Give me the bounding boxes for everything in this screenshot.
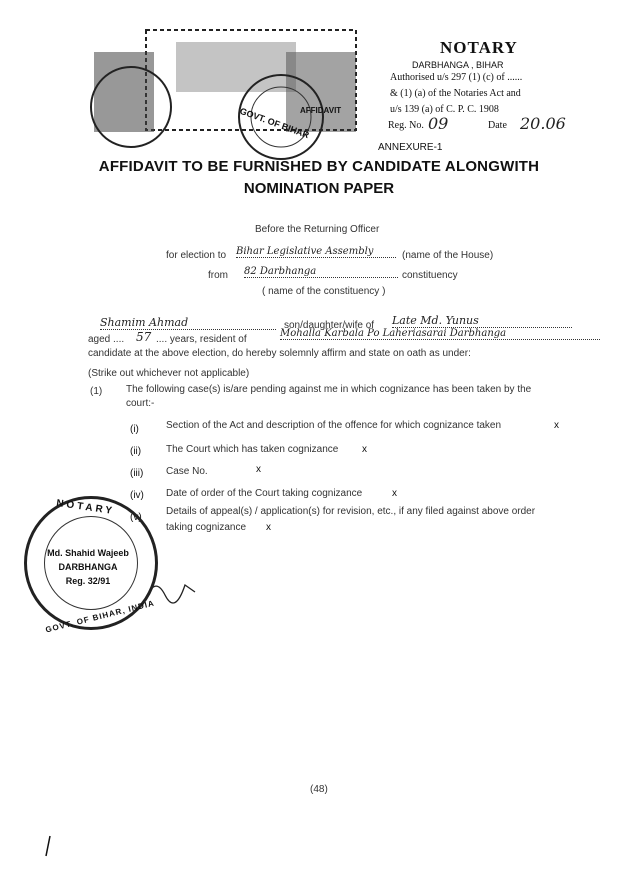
strike-note: (Strike out whichever not applicable) (88, 368, 250, 379)
sub-5-number: (v) (130, 512, 142, 523)
sub-4-mark: x (392, 488, 397, 499)
sub-3-number: (iii) (130, 468, 144, 479)
sub-2-number: (ii) (130, 446, 142, 457)
top-stamp-seal (86, 22, 376, 162)
annexure-label: ANNEXURE-1 (378, 142, 443, 153)
house-value: Bihar Legislative Assembly (236, 246, 396, 258)
sub-5-mark: x (266, 522, 271, 533)
election-prefix: for election to (166, 250, 227, 261)
affidavit-title-line1: AFFIDAVIT TO BE FURNISHED BY CANDIDATE ALONGWITH (98, 158, 540, 175)
candidate-name: Shamim Ahmad (100, 316, 276, 330)
sub-1-number: (i) (130, 424, 139, 435)
notary-reg-value: 09 (428, 114, 449, 133)
notary-title: NOTARY (440, 38, 518, 57)
sub-4-text: Date of order of the Court taking cognizance (166, 488, 363, 499)
notary-reg-label: Reg. No. (388, 120, 424, 131)
stray-mark (42, 834, 54, 858)
constituency-note: ( name of the constituency ) (262, 286, 386, 297)
sub-2-mark: x (362, 444, 367, 455)
seal-name: Md. Shahid Wajeeb (47, 548, 129, 558)
seal-place: DARBHANGA (58, 562, 118, 572)
sub-1-text: Section of the Act and description of the offence for which cognizance taken (166, 420, 502, 431)
seal-reg: Reg. 32/91 (65, 576, 111, 586)
age-value: 57 (136, 330, 152, 344)
from-label: from (208, 270, 228, 281)
candidate-affirm-line: candidate at the above election, do hereby solemnly affirm and state on oath as under: (88, 348, 471, 359)
aged-label: aged .... (88, 334, 125, 345)
stamp-graphic (86, 22, 376, 162)
affidavit-title-line2: NOMINATION PAPER (243, 180, 395, 197)
constituency-value: 82 Darbhanga (244, 266, 398, 278)
sub-4-number: (iv) (130, 490, 144, 501)
sub-1-mark: x (554, 420, 559, 431)
seal-ring-bottom-text: GOVT. OF BIHAR, INDIA (44, 598, 156, 635)
page-number: (48) (310, 784, 328, 795)
item-1-text-a: The following case(s) is/are pending against me in which cognizance has been taken by the (126, 384, 532, 395)
son-of-label: son/daughter/wife of (284, 320, 375, 331)
top-seal-ring-text: GOVT. OF BIHAR (238, 105, 311, 141)
notary-place: DARBHANGA , BIHAR (412, 60, 504, 70)
seal-ring-top-text: NOTARY (55, 497, 116, 518)
before-returning-officer: Before the Returning Officer (255, 224, 380, 235)
notary-line-1: Authorised u/s 297 (1) (c) of ...... (390, 72, 523, 83)
sub-3-text: Case No. (166, 466, 208, 477)
address-value: Mohalla Karbala Po Laheriasarai Darbhanga (280, 328, 600, 340)
house-suffix: (name of the House) (402, 250, 494, 261)
top-stamp-text: AFFIDAVIT (300, 106, 342, 115)
years-resident-label: .... years, resident of (156, 334, 247, 345)
constituency-suffix: constituency (402, 270, 458, 281)
notary-line-2: & (1) (a) of the Notaries Act and (390, 88, 521, 99)
item-1-number: (1) (90, 386, 103, 397)
sub-5-text-b: taking cognizance (166, 522, 247, 533)
sub-2-text: The Court which has taken cognizance (166, 444, 339, 455)
father-name: Late Md. Yunus (392, 314, 572, 328)
signature-scribble (140, 570, 200, 610)
notary-date-label: Date (488, 120, 507, 131)
item-1-text-b: court:- (126, 398, 155, 409)
notary-date-value: 20.06 (520, 114, 566, 133)
sub-5-text-a: Details of appeal(s) / application(s) for revision, etc., if any filed against above order (166, 506, 536, 517)
sub-3-mark: x (256, 464, 261, 475)
notary-line-3: u/s 139 (a) of C. P. C. 1908 (390, 104, 499, 115)
